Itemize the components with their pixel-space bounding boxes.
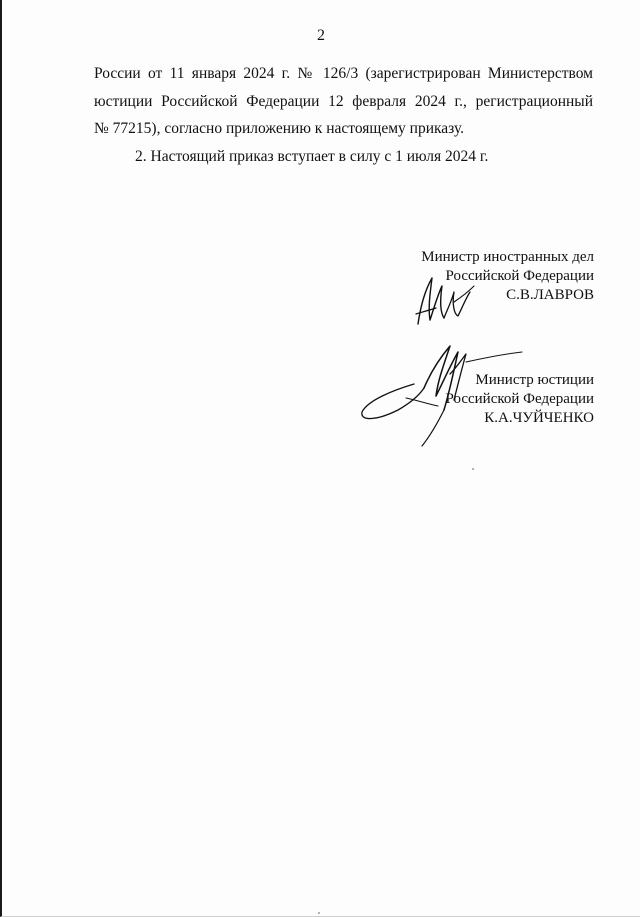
document-body	[94, 60, 593, 170]
signatory-country: Российской Федерации	[445, 391, 594, 407]
paragraph-1-line-2: юстиции Российской Федерации 12 февраля 2024 г., регистрационный	[94, 92, 593, 110]
scan-speck	[318, 912, 320, 914]
paragraph-1-line-3: № 77215), согласно приложению к настоящему приказу.	[94, 120, 465, 137]
handwritten-signature-1	[410, 272, 482, 330]
paragraph-2: 2. Настоящий приказ вступает в силу с 1 июля 2024 г.	[135, 147, 489, 165]
handwritten-signature-2	[354, 340, 534, 450]
signatory-title: Министр юстиции	[475, 372, 594, 388]
scan-speck	[472, 468, 474, 470]
signatory-name: К.А.ЧУЙЧЕНКО	[484, 410, 594, 426]
paragraph-1-line-1: России от 11 января 2024 г. № 126/3 (зарегистрирован Министерством	[94, 65, 593, 82]
signatory-title: Министр иностранных дел	[421, 249, 594, 265]
signatory-name: С.В.ЛАВРОВ	[506, 287, 594, 303]
signatory-country: Российской Федерации	[445, 268, 594, 284]
page-number: 2	[317, 27, 325, 44]
